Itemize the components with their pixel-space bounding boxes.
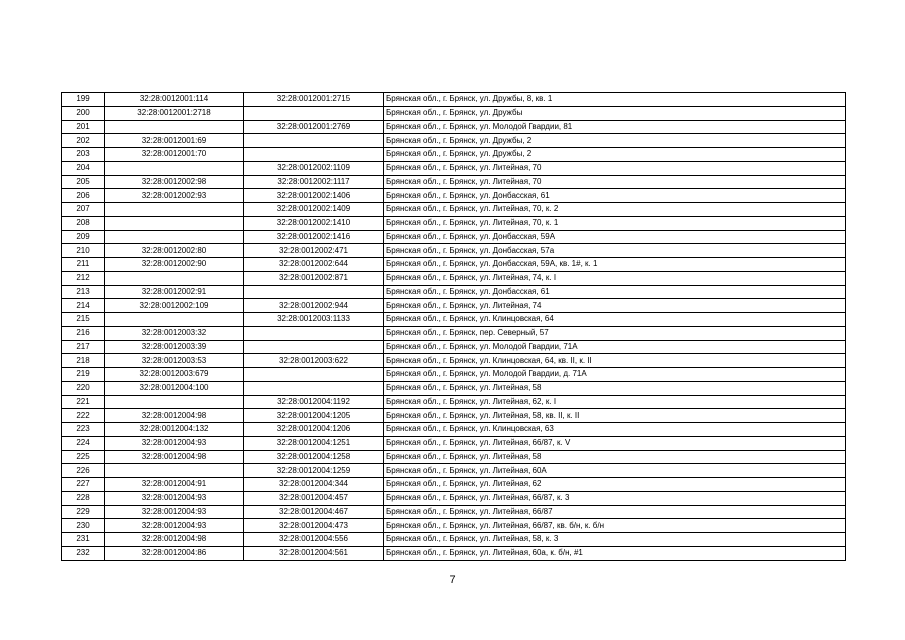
row-number-cell: 229	[62, 505, 105, 519]
table-row	[62, 175, 846, 189]
address-cell: Брянская обл., г. Брянск, ул. Молодой Гвардии, 81	[384, 120, 846, 134]
object-number-cell: 32:28:0012001:2769	[244, 120, 384, 134]
object-number-cell	[244, 134, 384, 148]
address-cell: Брянская обл., г. Брянск, ул. Молодой Гвардии, д. 71А	[384, 368, 846, 382]
table-row	[62, 395, 846, 409]
cadastral-number-cell	[105, 216, 244, 230]
object-number-cell: 32:28:0012004:561	[244, 546, 384, 560]
table-row	[62, 148, 846, 162]
cadastral-number-cell: 32:28:0012002:93	[105, 189, 244, 203]
row-number-cell: 223	[62, 423, 105, 437]
cadastral-number-cell	[105, 271, 244, 285]
cadastral-number-cell	[105, 464, 244, 478]
address-cell: Брянская обл., г. Брянск, ул. Литейная, 70	[384, 161, 846, 175]
row-number-cell: 224	[62, 436, 105, 450]
cadastral-number-cell: 32:28:0012002:80	[105, 244, 244, 258]
object-number-cell: 32:28:0012004:1206	[244, 423, 384, 437]
table-row	[62, 271, 846, 285]
object-number-cell	[244, 381, 384, 395]
object-number-cell: 32:28:0012002:471	[244, 244, 384, 258]
address-cell: Брянская обл., г. Брянск, ул. Молодой Гвардии, 71А	[384, 340, 846, 354]
cadastral-number-cell: 32:28:0012004:93	[105, 505, 244, 519]
cadastral-number-cell: 32:28:0012004:98	[105, 450, 244, 464]
address-cell: Брянская обл., г. Брянск, ул. Дружбы, 8, кв. 1	[384, 93, 846, 107]
row-number-cell: 215	[62, 313, 105, 327]
cadastral-number-cell: 32:28:0012004:86	[105, 546, 244, 560]
table-row	[62, 354, 846, 368]
object-number-cell	[244, 326, 384, 340]
address-cell: Брянская обл., г. Брянск, ул. Клинцовская, 63	[384, 423, 846, 437]
row-number-cell: 219	[62, 368, 105, 382]
cadastral-number-cell: 32:28:0012001:69	[105, 134, 244, 148]
cadastral-number-cell: 32:28:0012004:132	[105, 423, 244, 437]
row-number-cell: 210	[62, 244, 105, 258]
table-row	[62, 546, 846, 560]
cadastral-number-cell: 32:28:0012004:93	[105, 491, 244, 505]
registry-table	[61, 92, 846, 561]
object-number-cell: 32:28:0012002:644	[244, 258, 384, 272]
row-number-cell: 203	[62, 148, 105, 162]
cadastral-number-cell: 32:28:0012002:91	[105, 285, 244, 299]
row-number-cell: 218	[62, 354, 105, 368]
cadastral-number-cell	[105, 313, 244, 327]
object-number-cell: 32:28:0012004:473	[244, 519, 384, 533]
object-number-cell: 32:28:0012004:556	[244, 533, 384, 547]
registry-table-body	[62, 93, 846, 561]
table-row	[62, 230, 846, 244]
cadastral-number-cell: 32:28:0012004:91	[105, 478, 244, 492]
table-row	[62, 203, 846, 217]
table-row	[62, 423, 846, 437]
cadastral-number-cell: 32:28:0012002:109	[105, 299, 244, 313]
table-row	[62, 450, 846, 464]
cadastral-number-cell: 32:28:0012003:39	[105, 340, 244, 354]
address-cell: Брянская обл., г. Брянск, ул. Дружбы, 2	[384, 148, 846, 162]
address-cell: Брянская обл., г. Брянск, ул. Литейная, 74	[384, 299, 846, 313]
cadastral-number-cell	[105, 395, 244, 409]
cadastral-number-cell: 32:28:0012004:100	[105, 381, 244, 395]
table-row	[62, 189, 846, 203]
row-number-cell: 205	[62, 175, 105, 189]
cadastral-number-cell: 32:28:0012004:98	[105, 409, 244, 423]
object-number-cell: 32:28:0012004:1258	[244, 450, 384, 464]
table-row	[62, 409, 846, 423]
address-cell: Брянская обл., г. Брянск, ул. Литейная, 62, к. I	[384, 395, 846, 409]
row-number-cell: 199	[62, 93, 105, 107]
table-row	[62, 258, 846, 272]
object-number-cell	[244, 148, 384, 162]
address-cell: Брянская обл., г. Брянск, ул. Литейная, 58	[384, 381, 846, 395]
address-cell: Брянская обл., г. Брянск, ул. Литейная, 58, к. 3	[384, 533, 846, 547]
cadastral-number-cell	[105, 203, 244, 217]
row-number-cell: 231	[62, 533, 105, 547]
object-number-cell: 32:28:0012004:1205	[244, 409, 384, 423]
object-number-cell	[244, 106, 384, 120]
object-number-cell: 32:28:0012001:2715	[244, 93, 384, 107]
row-number-cell: 226	[62, 464, 105, 478]
address-cell: Брянская обл., г. Брянск, ул. Дружбы	[384, 106, 846, 120]
table-row	[62, 106, 846, 120]
row-number-cell: 228	[62, 491, 105, 505]
row-number-cell: 208	[62, 216, 105, 230]
object-number-cell: 32:28:0012002:1410	[244, 216, 384, 230]
object-number-cell: 32:28:0012002:1406	[244, 189, 384, 203]
row-number-cell: 204	[62, 161, 105, 175]
address-cell: Брянская обл., г. Брянск, ул. Литейная, 66/87	[384, 505, 846, 519]
object-number-cell: 32:28:0012002:1409	[244, 203, 384, 217]
address-cell: Брянская обл., г. Брянск, ул. Литейная, 66/87, кв. б/н, к. б/н	[384, 519, 846, 533]
row-number-cell: 200	[62, 106, 105, 120]
address-cell: Брянская обл., г. Брянск, ул. Клинцовская, 64	[384, 313, 846, 327]
address-cell: Брянская обл., г. Брянск, ул. Литейная, 58	[384, 450, 846, 464]
row-number-cell: 212	[62, 271, 105, 285]
table-row	[62, 340, 846, 354]
table-row	[62, 120, 846, 134]
row-number-cell: 213	[62, 285, 105, 299]
address-cell: Брянская обл., г. Брянск, ул. Литейная, 70, к. 2	[384, 203, 846, 217]
object-number-cell: 32:28:0012003:622	[244, 354, 384, 368]
row-number-cell: 217	[62, 340, 105, 354]
table-row	[62, 326, 846, 340]
cadastral-number-cell: 32:28:0012001:70	[105, 148, 244, 162]
address-cell: Брянская обл., г. Брянск, ул. Литейная, 62	[384, 478, 846, 492]
address-cell: Брянская обл., г. Брянск, ул. Литейная, 60А	[384, 464, 846, 478]
address-cell: Брянская обл., г. Брянск, ул. Донбасская, 59А	[384, 230, 846, 244]
address-cell: Брянская обл., г. Брянск, ул. Литейная, 60а, к. б/н, #1	[384, 546, 846, 560]
object-number-cell: 32:28:0012004:457	[244, 491, 384, 505]
row-number-cell: 214	[62, 299, 105, 313]
object-number-cell: 32:28:0012002:1416	[244, 230, 384, 244]
row-number-cell: 207	[62, 203, 105, 217]
address-cell: Брянская обл., г. Брянск, ул. Донбасская, 57а	[384, 244, 846, 258]
row-number-cell: 232	[62, 546, 105, 560]
cadastral-number-cell: 32:28:0012004:98	[105, 533, 244, 547]
cadastral-number-cell: 32:28:0012003:679	[105, 368, 244, 382]
object-number-cell: 32:28:0012002:1117	[244, 175, 384, 189]
cadastral-number-cell: 32:28:0012003:53	[105, 354, 244, 368]
cadastral-number-cell: 32:28:0012002:90	[105, 258, 244, 272]
object-number-cell: 32:28:0012004:467	[244, 505, 384, 519]
address-cell: Брянская обл., г. Брянск, ул. Литейная, 70	[384, 175, 846, 189]
row-number-cell: 222	[62, 409, 105, 423]
object-number-cell: 32:28:0012002:871	[244, 271, 384, 285]
cadastral-number-cell: 32:28:0012002:98	[105, 175, 244, 189]
cadastral-number-cell	[105, 230, 244, 244]
table-row	[62, 505, 846, 519]
address-cell: Брянская обл., г. Брянск, ул. Литейная, 70, к. 1	[384, 216, 846, 230]
row-number-cell: 206	[62, 189, 105, 203]
row-number-cell: 216	[62, 326, 105, 340]
table-row	[62, 436, 846, 450]
address-cell: Брянская обл., г. Брянск, пер. Северный, 57	[384, 326, 846, 340]
row-number-cell: 201	[62, 120, 105, 134]
table-row	[62, 299, 846, 313]
table-row	[62, 313, 846, 327]
object-number-cell: 32:28:0012004:1251	[244, 436, 384, 450]
table-row	[62, 93, 846, 107]
table-row	[62, 161, 846, 175]
table-row	[62, 368, 846, 382]
object-number-cell	[244, 368, 384, 382]
table-row	[62, 134, 846, 148]
address-cell: Брянская обл., г. Брянск, ул. Литейная, 66/87, к. V	[384, 436, 846, 450]
row-number-cell: 221	[62, 395, 105, 409]
cadastral-number-cell: 32:28:0012004:93	[105, 436, 244, 450]
address-cell: Брянская обл., г. Брянск, ул. Донбасская, 61	[384, 285, 846, 299]
address-cell: Брянская обл., г. Брянск, ул. Клинцовская, 64, кв. II, к. II	[384, 354, 846, 368]
table-row	[62, 285, 846, 299]
address-cell: Брянская обл., г. Брянск, ул. Литейная, 58, кв. II, к. II	[384, 409, 846, 423]
object-number-cell: 32:28:0012002:1109	[244, 161, 384, 175]
table-row	[62, 533, 846, 547]
cadastral-number-cell: 32:28:0012003:32	[105, 326, 244, 340]
row-number-cell: 202	[62, 134, 105, 148]
row-number-cell: 227	[62, 478, 105, 492]
address-cell: Брянская обл., г. Брянск, ул. Донбасская, 61	[384, 189, 846, 203]
address-cell: Брянская обл., г. Брянск, ул. Донбасская, 59А, кв. 1#, к. 1	[384, 258, 846, 272]
address-cell: Брянская обл., г. Брянск, ул. Литейная, 74, к. I	[384, 271, 846, 285]
cadastral-number-cell: 32:28:0012001:114	[105, 93, 244, 107]
cadastral-number-cell	[105, 120, 244, 134]
table-row	[62, 244, 846, 258]
cadastral-number-cell	[105, 161, 244, 175]
page-number: 7	[449, 574, 456, 586]
object-number-cell: 32:28:0012004:1192	[244, 395, 384, 409]
cadastral-number-cell: 32:28:0012001:2718	[105, 106, 244, 120]
table-row	[62, 519, 846, 533]
table-row	[62, 381, 846, 395]
object-number-cell: 32:28:0012002:944	[244, 299, 384, 313]
row-number-cell: 209	[62, 230, 105, 244]
row-number-cell: 225	[62, 450, 105, 464]
row-number-cell: 230	[62, 519, 105, 533]
address-cell: Брянская обл., г. Брянск, ул. Дружбы, 2	[384, 134, 846, 148]
row-number-cell: 211	[62, 258, 105, 272]
row-number-cell: 220	[62, 381, 105, 395]
object-number-cell: 32:28:0012004:1259	[244, 464, 384, 478]
table-row	[62, 216, 846, 230]
table-row	[62, 464, 846, 478]
object-number-cell: 32:28:0012003:1133	[244, 313, 384, 327]
object-number-cell: 32:28:0012004:344	[244, 478, 384, 492]
table-row	[62, 478, 846, 492]
cadastral-number-cell: 32:28:0012004:93	[105, 519, 244, 533]
object-number-cell	[244, 340, 384, 354]
object-number-cell	[244, 285, 384, 299]
table-row	[62, 491, 846, 505]
address-cell: Брянская обл., г. Брянск, ул. Литейная, 66/87, к. 3	[384, 491, 846, 505]
